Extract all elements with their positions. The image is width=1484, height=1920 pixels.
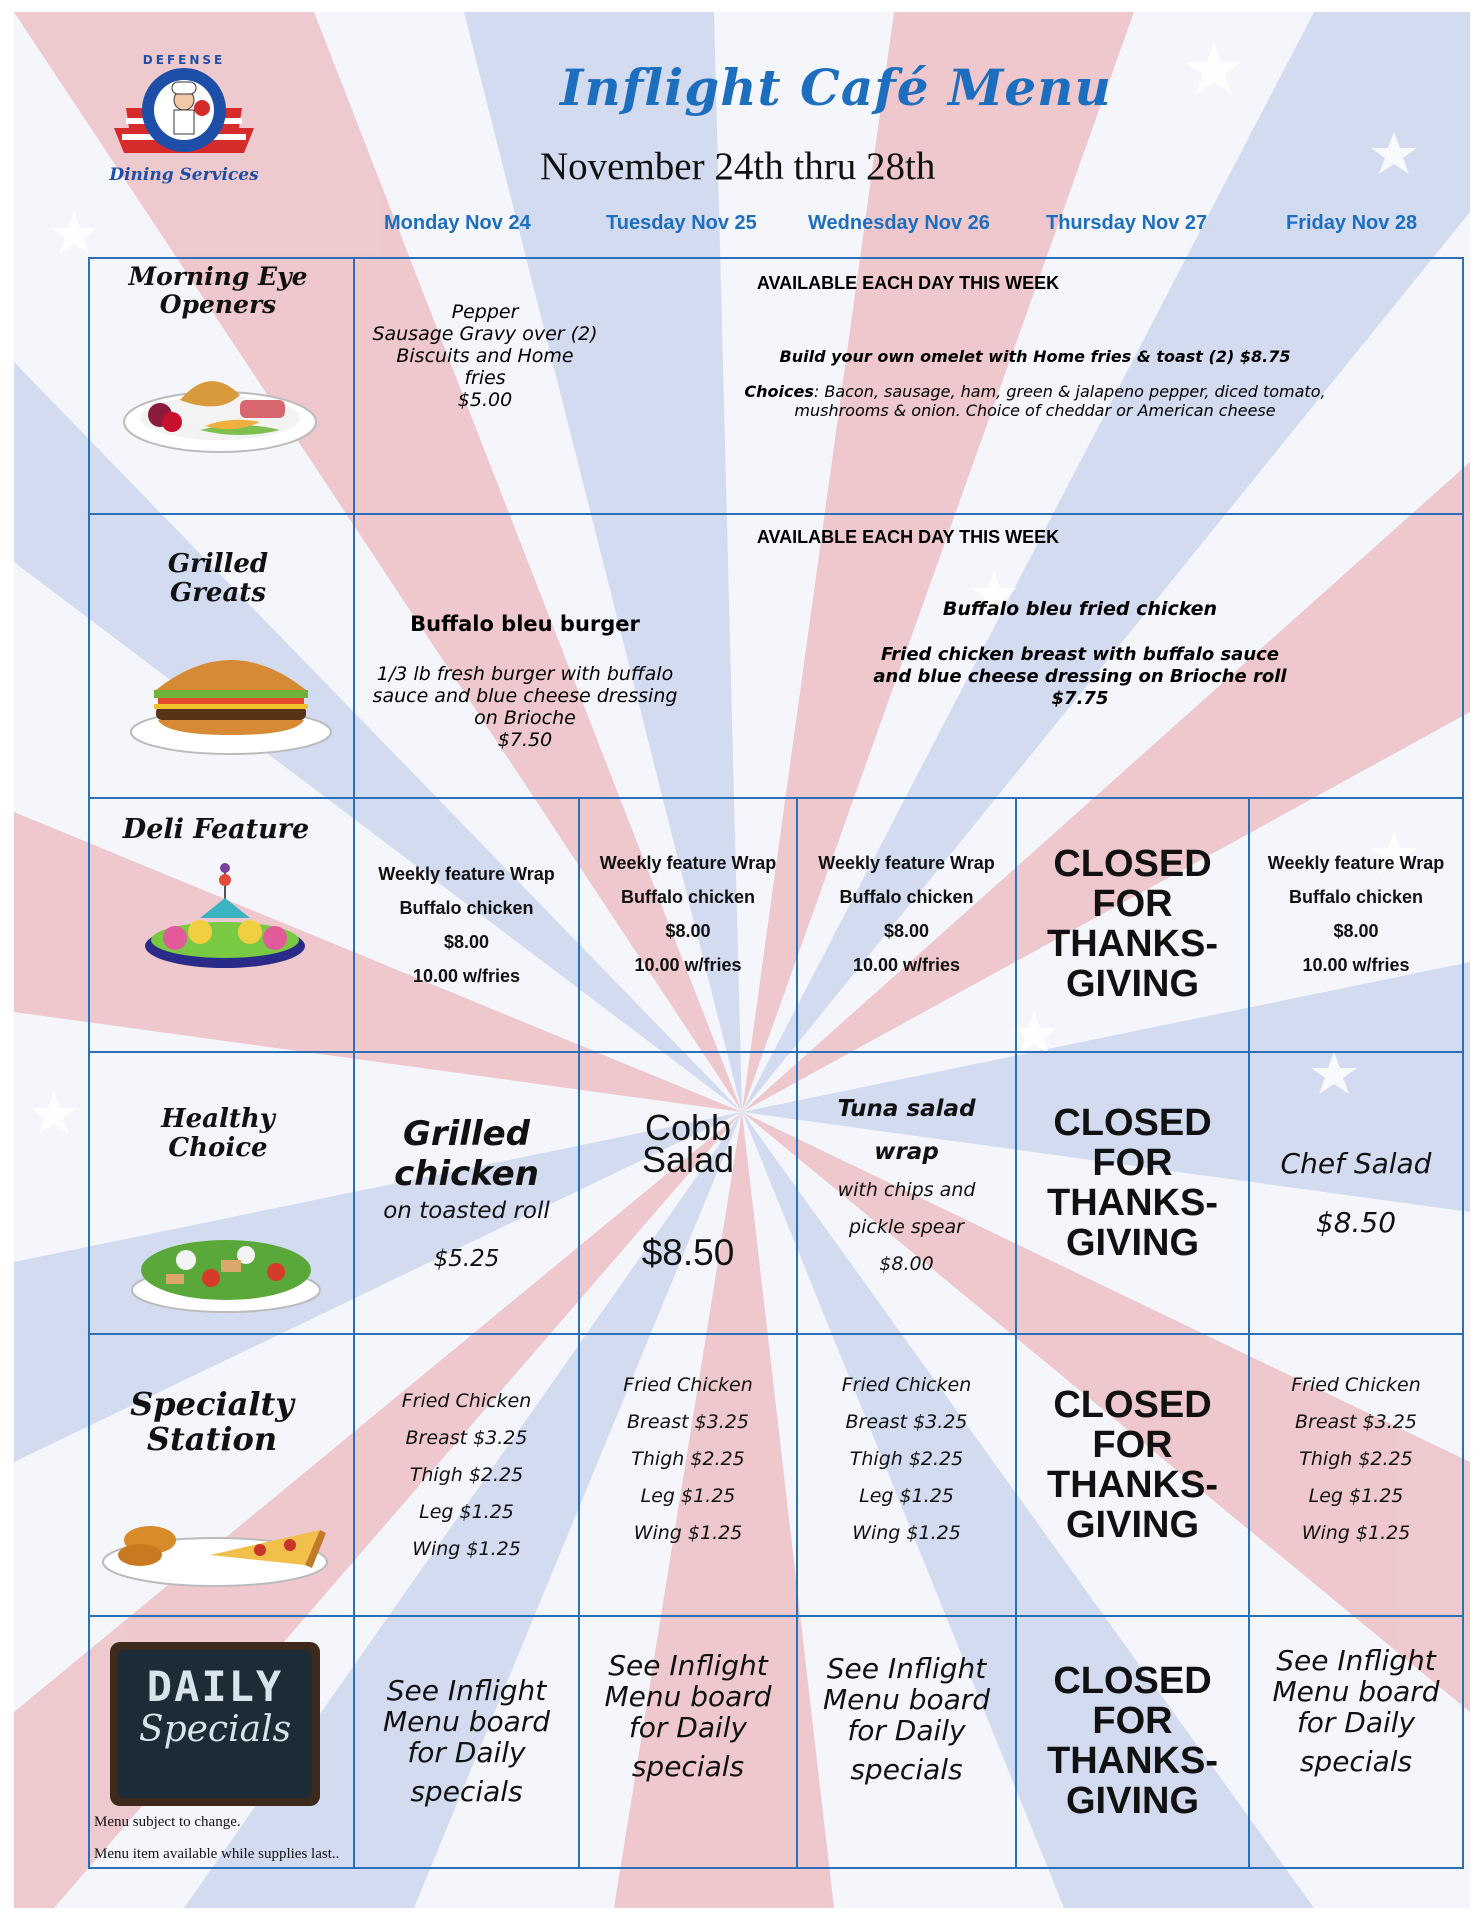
daily-thursday-closed: CLOSED FOR THANKS- GIVING <box>1047 1660 1218 1822</box>
daily-friday-cell: See Inflight Menu board for Daily specials <box>1272 1644 1440 1778</box>
healthy-monday-cell: Grilled chicken on toasted roll $5.25 <box>383 1114 550 1272</box>
daily-wednesday-cell: See Inflight Menu board for Daily specials <box>822 1652 991 1786</box>
specialty-wednesday-cell: Fried Chicken Breast $3.25 Thigh $2.25 Leg $1.25 Wing $1.25 <box>841 1373 972 1544</box>
section-label-deli: Deli Feature <box>122 814 310 845</box>
breakfast-plate-icon <box>120 360 320 460</box>
day-header-tuesday: Tuesday Nov 25 <box>606 212 757 234</box>
daily-tuesday-cell: See Inflight Menu board for Daily specials <box>604 1649 772 1783</box>
row-divider <box>88 513 1464 515</box>
burger-plate-icon <box>126 640 336 760</box>
healthy-wednesday-cell: Tuna salad wrap with chips and pickle spear $8.00 <box>837 1095 976 1275</box>
specialty-friday-cell: Fried Chicken Breast $3.25 Thigh $2.25 Leg $1.25 Wing $1.25 <box>1291 1373 1421 1544</box>
day-header-wednesday: Wednesday Nov 26 <box>808 212 990 234</box>
svg-text:Dining Services: Dining Services <box>109 165 259 185</box>
omelet-choices: Choices: Bacon, sausage, ham, green & jalapeno pepper, diced tomato, mushrooms & onion. Choice of cheddar or American cheese <box>744 382 1326 420</box>
deli-thursday-closed: CLOSED FOR THANKS- GIVING <box>1047 843 1218 1005</box>
omelet-item: Build your own omelet with Home fries & toast (2) $8.75 <box>779 347 1291 366</box>
burger-description: 1/3 lb fresh burger with buffalo sauce and blue cheese dressing on Brioche $7.50 <box>372 663 678 751</box>
gravy-biscuits-item: Pepper Sausage Gravy over (2) Biscuits and Home fries $5.00 <box>372 301 598 411</box>
daily-monday-cell: See Inflight Menu board for Daily specials <box>382 1674 551 1808</box>
specialty-thursday-closed: CLOSED FOR THANKS- GIVING <box>1047 1384 1218 1546</box>
healthy-tuesday-cell: Cobb Salad $8.50 <box>641 1107 735 1273</box>
menu-date-range: November 24th thru 28th <box>540 145 936 188</box>
deli-monday-cell: Weekly feature Wrap Buffalo chicken $8.00 10.00 w/fries <box>378 864 555 986</box>
menu-title: Inflight Café Menu <box>560 58 1112 117</box>
morning-available-note: AVAILABLE EACH DAY THIS WEEK <box>756 273 1060 293</box>
defense-dining-logo <box>104 48 264 198</box>
healthy-friday-cell: Chef Salad $8.50 <box>1280 1147 1432 1239</box>
day-header-monday: Monday Nov 24 <box>384 212 531 234</box>
chicken-pizza-plate-icon <box>100 1500 330 1590</box>
deli-friday-cell: Weekly feature Wrap Buffalo chicken $8.00 10.00 w/fries <box>1267 853 1445 975</box>
burger-title: Buffalo bleu burger <box>410 612 640 636</box>
section-label-healthy: Healthy Choice <box>161 1104 275 1163</box>
svg-text:DEFENSE: DEFENSE <box>142 53 226 67</box>
specialty-tuesday-cell: Fried Chicken Breast $3.25 Thigh $2.25 Leg $1.25 Wing $1.25 <box>623 1373 753 1544</box>
fried-chicken-sandwich-description: Fried chicken breast with buffalo sauce and blue cheese dressing on Brioche roll $7.75 <box>873 644 1287 709</box>
deli-tuesday-cell: Weekly feature Wrap Buffalo chicken $8.00 10.00 w/fries <box>599 853 777 975</box>
day-header-friday: Friday Nov 28 <box>1286 212 1418 234</box>
salad-plate-icon <box>126 1200 326 1320</box>
healthy-thursday-closed: CLOSED FOR THANKS- GIVING <box>1047 1102 1218 1264</box>
section-label-morning: Morning Eye Openers <box>128 262 308 319</box>
deli-wednesday-cell: Weekly feature Wrap Buffalo chicken $8.00 10.00 w/fries <box>818 853 995 975</box>
day-header-thursday: Thursday Nov 27 <box>1046 212 1208 234</box>
footnote-while-supplies-last: Menu item available while supplies last.. <box>94 1846 340 1862</box>
section-label-grilled: Grilled Greats <box>167 549 269 608</box>
section-label-specialty: Specialty Station <box>130 1385 294 1459</box>
footnote-subject-to-change: Menu subject to change. <box>94 1814 241 1830</box>
fried-chicken-sandwich-title: Buffalo bleu fried chicken <box>942 598 1218 620</box>
daily-specials-sign: DAILY Specials <box>110 1642 320 1806</box>
specialty-monday-cell: Fried Chicken Breast $3.25 Thigh $2.25 Leg $1.25 Wing $1.25 <box>401 1389 532 1560</box>
deli-platter-icon <box>140 858 310 978</box>
grilled-available-note: AVAILABLE EACH DAY THIS WEEK <box>756 527 1060 547</box>
